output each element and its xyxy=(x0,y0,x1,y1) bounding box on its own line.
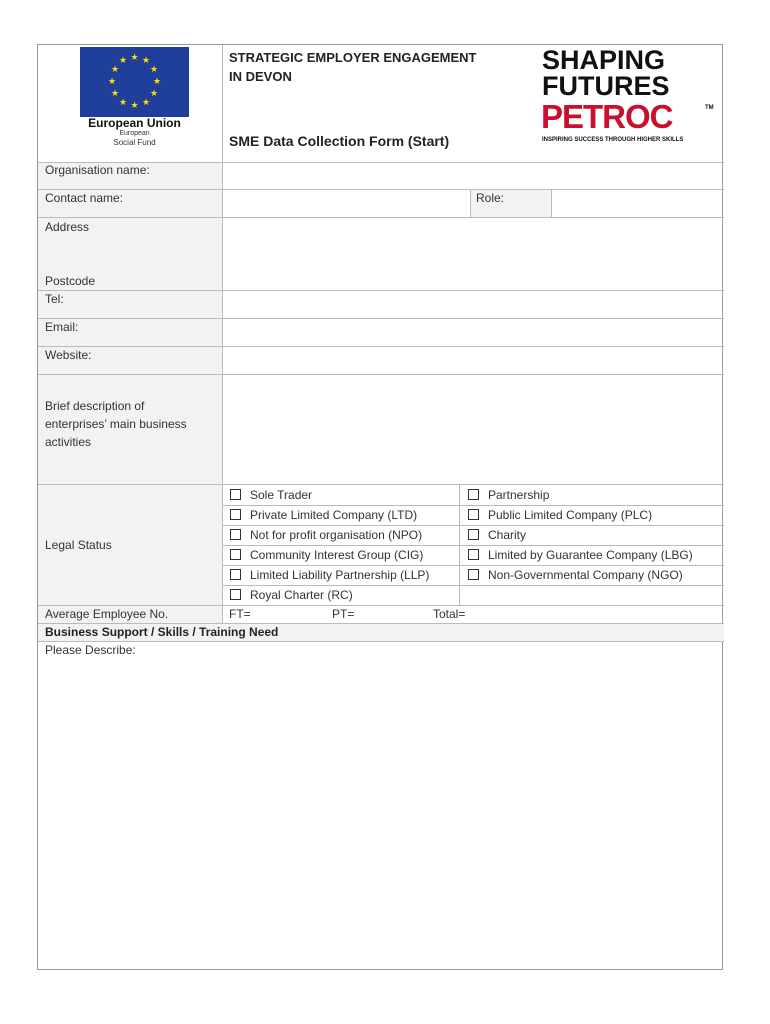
ft-field[interactable]: FT= xyxy=(229,607,251,621)
svg-text:★: ★ xyxy=(149,89,159,99)
role-label: Role: xyxy=(476,191,505,205)
eu-subtitle-1: European xyxy=(119,130,150,137)
petroc-logo xyxy=(538,45,720,155)
checkbox-icon xyxy=(468,569,479,580)
checkbox-icon xyxy=(230,489,241,500)
legal-status-llp[interactable]: Limited Liability Partnership (LLP) xyxy=(230,568,429,582)
postcode-label: Postcode xyxy=(45,274,96,288)
checkbox-icon xyxy=(230,549,241,560)
legal-status-partnership[interactable]: Partnership xyxy=(468,488,549,502)
contact-name-input[interactable] xyxy=(223,190,470,217)
svg-text:★: ★ xyxy=(110,65,120,75)
address-input[interactable] xyxy=(223,218,723,290)
website-label: Website: xyxy=(45,348,92,362)
eu-flag-icon xyxy=(80,47,189,117)
legal-status-npo[interactable]: Not for profit organisation (NPO) xyxy=(230,528,422,542)
address-label: Address xyxy=(45,220,90,234)
email-input[interactable] xyxy=(223,319,723,346)
checkbox-icon xyxy=(468,549,479,560)
form-title: SME Data Collection Form (Start) xyxy=(229,133,450,149)
svg-text:★: ★ xyxy=(141,56,151,66)
legal-status-ngo[interactable]: Non-Governmental Company (NGO) xyxy=(468,568,683,582)
programme-title-line2: IN DEVON xyxy=(229,69,292,84)
svg-text:★: ★ xyxy=(130,101,139,111)
programme-title-line1: STRATEGIC EMPLOYER ENGAGEMENT xyxy=(229,50,477,65)
checkbox-icon xyxy=(230,509,241,520)
support-heading: Business Support / Skills / Training Need xyxy=(45,625,279,639)
legal-status-lbg[interactable]: Limited by Guarantee Company (LBG) xyxy=(468,548,693,562)
svg-text:★: ★ xyxy=(107,77,117,87)
support-prompt: Please Describe: xyxy=(45,643,136,657)
svg-text:★: ★ xyxy=(152,77,162,87)
logo-futures: FUTURES xyxy=(542,71,670,101)
average-employee-label: Average Employee No. xyxy=(45,607,169,621)
legal-status-plc[interactable]: Public Limited Company (PLC) xyxy=(468,508,652,522)
checkbox-icon xyxy=(468,509,479,520)
website-input[interactable] xyxy=(223,347,723,374)
legal-status-ltd[interactable]: Private Limited Company (LTD) xyxy=(230,508,417,522)
legal-status-rc[interactable]: Royal Charter (RC) xyxy=(230,588,353,602)
description-label-line3: activities xyxy=(45,435,92,449)
svg-text:★: ★ xyxy=(149,65,159,75)
logo-trademark: TM xyxy=(705,105,714,111)
tel-label: Tel: xyxy=(45,292,64,306)
logo-shaping: SHAPING xyxy=(542,45,666,75)
svg-text:★: ★ xyxy=(110,89,120,99)
svg-text:★: ★ xyxy=(118,56,128,66)
eu-subtitle-2: Social Fund xyxy=(113,138,156,147)
logo-petroc: PETROC xyxy=(541,98,673,135)
svg-text:★: ★ xyxy=(130,53,139,63)
checkbox-icon xyxy=(468,529,479,540)
eu-title: European Union xyxy=(88,116,181,130)
legal-status-sole-trader[interactable]: Sole Trader xyxy=(230,488,312,502)
legal-status-label: Legal Status xyxy=(45,538,112,552)
eu-logo xyxy=(38,45,222,162)
sme-data-collection-form xyxy=(37,44,723,970)
legal-status-charity[interactable]: Charity xyxy=(468,528,526,542)
svg-text:★: ★ xyxy=(141,98,151,108)
role-input[interactable] xyxy=(552,190,723,217)
description-label-line1: Brief description of xyxy=(45,399,145,413)
description-input[interactable] xyxy=(223,375,723,484)
checkbox-icon xyxy=(230,529,241,540)
checkbox-icon xyxy=(468,489,479,500)
checkbox-icon xyxy=(230,569,241,580)
total-field[interactable]: Total= xyxy=(433,607,466,621)
tel-input[interactable] xyxy=(223,291,723,318)
pt-field[interactable]: PT= xyxy=(332,607,355,621)
checkbox-icon xyxy=(230,589,241,600)
organisation-name-input[interactable] xyxy=(223,163,723,189)
svg-text:★: ★ xyxy=(118,98,128,108)
contact-name-label: Contact name: xyxy=(45,191,124,205)
description-label-line2: enterprises’ main business xyxy=(45,417,187,431)
logo-tagline: INSPIRING SUCCESS THROUGH HIGHER SKILLS xyxy=(542,137,684,143)
support-description-input[interactable] xyxy=(39,659,723,969)
legal-status-cig[interactable]: Community Interest Group (CIG) xyxy=(230,548,423,562)
organisation-name-label: Organisation name: xyxy=(45,163,150,177)
email-label: Email: xyxy=(45,320,79,334)
